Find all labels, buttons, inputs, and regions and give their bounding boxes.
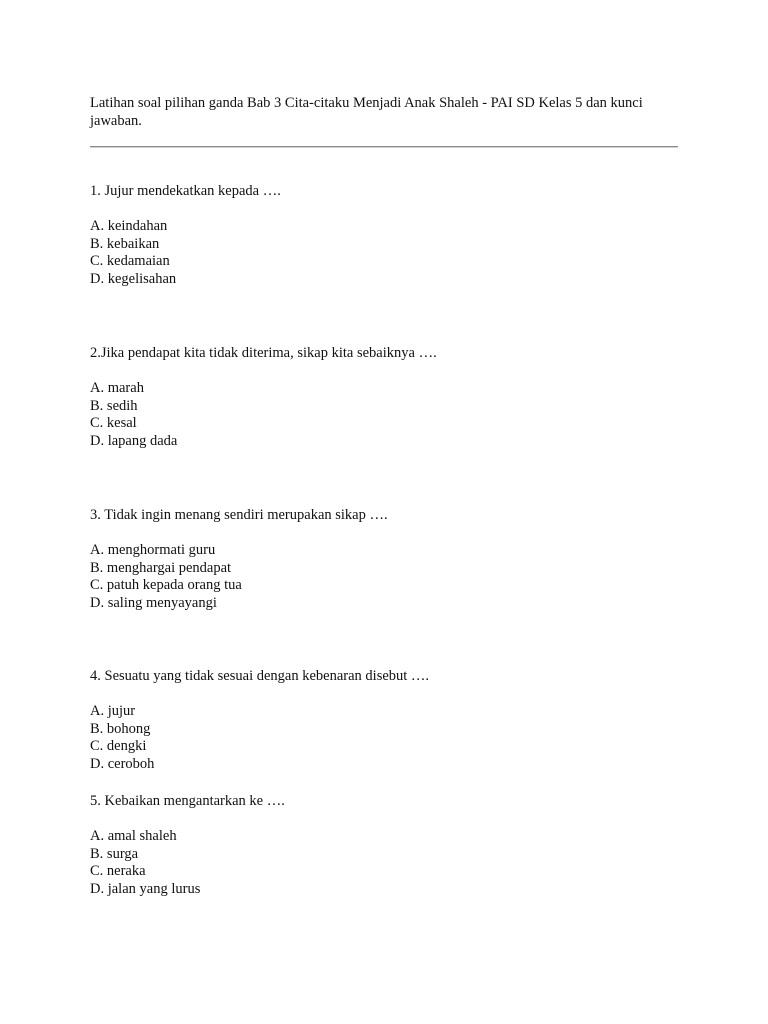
option-a: A. keindahan <box>90 218 168 234</box>
question-3 <box>90 506 690 613</box>
question-text: 4. Sesuatu yang tidak sesuai dengan kebenaran disebut …. <box>90 668 430 684</box>
option-b: B. bohong <box>90 720 151 737</box>
answer-options <box>90 218 690 289</box>
answer-options <box>90 380 690 451</box>
option-d: D. lapang dada <box>90 433 178 450</box>
option-c: C. patuh kepada orang tua <box>90 577 242 594</box>
option-b: B. sedih <box>90 397 138 414</box>
option-b: B. kebaikan <box>90 235 160 252</box>
question-text: 3. Tidak ingin menang sendiri merupakan sikap …. <box>90 507 388 523</box>
option-a: A. amal shaleh <box>90 828 177 844</box>
question-5 <box>90 792 690 899</box>
option-d: D. jalan yang lurus <box>90 881 201 898</box>
answer-options <box>90 542 690 613</box>
question-4 <box>90 667 690 774</box>
option-c: C. kesal <box>90 415 137 432</box>
option-c: C. neraka <box>90 863 146 880</box>
option-c: C. kedamaian <box>90 253 170 270</box>
answer-options <box>90 828 690 899</box>
document-title: Latihan soal pilihan ganda Bab 3 Cita-citaku Menjadi Anak Shaleh - PAI SD Kelas 5 dan kunci jawaban. <box>90 95 643 129</box>
option-b: B. menghargai pendapat <box>90 559 232 576</box>
question-2 <box>90 344 690 451</box>
question-1 <box>90 182 690 289</box>
option-c: C. dengki <box>90 738 147 755</box>
option-d: D. saling menyayangi <box>90 595 217 612</box>
option-d: D. ceroboh <box>90 756 155 773</box>
option-d: D. kegelisahan <box>90 271 177 288</box>
option-a: A. marah <box>90 380 144 396</box>
option-b: B. surga <box>90 845 139 862</box>
option-a: A. jujur <box>90 703 136 719</box>
option-a: A. menghormati guru <box>90 542 216 558</box>
question-text: 1. Jujur mendekatkan kepada …. <box>90 183 281 199</box>
question-text: 2.Jika pendapat kita tidak diterima, sikap kita sebaiknya …. <box>90 345 437 361</box>
answer-options <box>90 703 690 774</box>
title-divider <box>90 146 678 148</box>
question-text: 5. Kebaikan mengantarkan ke …. <box>90 793 285 809</box>
